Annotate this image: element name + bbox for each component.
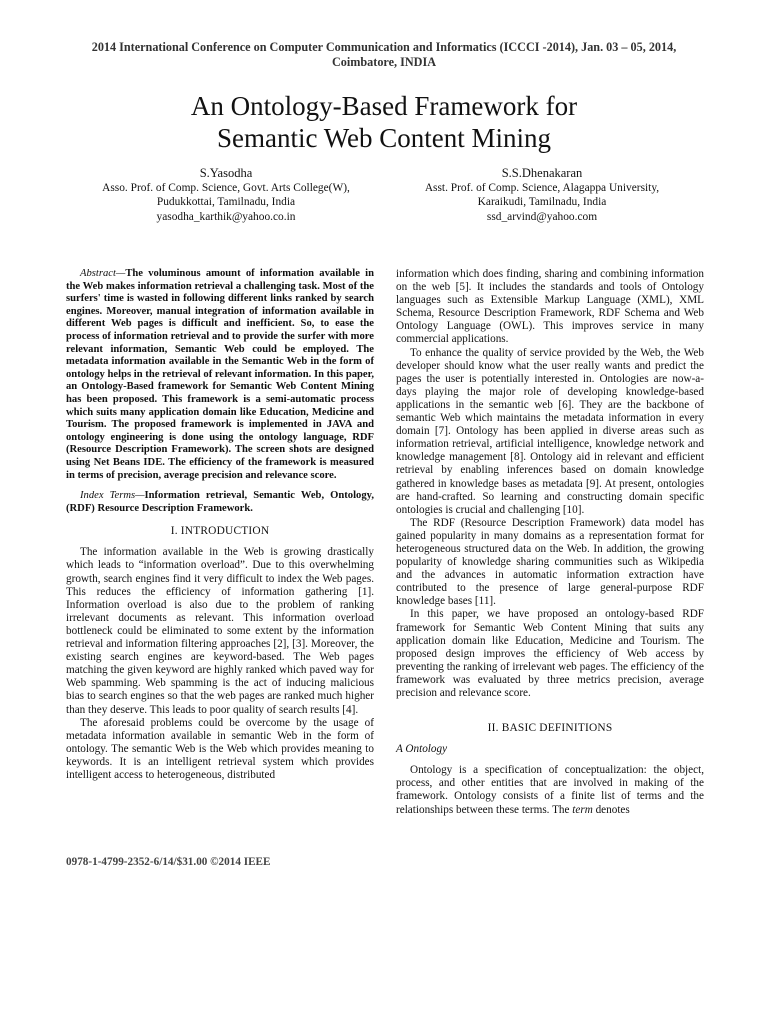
index-terms	[66, 490, 374, 515]
ontology-text-a: Ontology is a specification of conceptualization: the object, process, and other entities that are involved in making of the framework. Ontology consists of a finite list of terms and the relationships between these terms. The	[396, 764, 704, 816]
intro-paragraph-1: The information available in the Web is growing drastically which leads to “information overload”. Due to this overwhelming growth, search engines find it very difficult to index the Web pages. This reduces the efficiency of information gathering [1]. Information overload is also due to the problem of ranking irrelevant documents as relevant. This information overload bottleneck could be eliminated to some extent by the information retrieval and information filtering approaches [2], [3]. Moreover, the existing search engines are keyword-based. The Web pages matching the given keyword are highly ranked which paved way for Web spamming. Web spamming is the act of inducing malicious bias to search engines so that the web pages are ranked much higher than they deserve. This leads to poor quality of search results [4].	[66, 546, 374, 716]
intro-paragraph-5: In this paper, we have proposed an ontology-based RDF framework for Semantic Web Content Mining that suits any application domain like Education, Medicine and Tourism. The proposed design improves the efficiency of Web access by preventing the ranking of irrelevant web pages. The efficiency of the framework was evaluated by three metrics precision, average precision and relevance score.	[396, 608, 704, 699]
author-email: ssd_arvind@yahoo.com	[486, 210, 598, 223]
author-name: S.S.Dhenakaran	[501, 166, 583, 180]
right-column	[396, 268, 704, 817]
intro-paragraph-2-continued: information which does finding, sharing and combining information on the web [5]. It includes the standards and tools of Ontology languages such as Extensible Markup Language (XML), XML Schema, Resource Description Framework, RDF Schema and Web Ontology Language (OWL). This improves service in many commercial applications.	[396, 268, 704, 346]
author-location: Pudukkottai, Tamilnadu, India	[156, 196, 296, 209]
ontology-text-b: denotes	[592, 803, 630, 816]
conference-header	[0, 40, 768, 70]
index-terms-text: Information retrieval, Semantic Web, Ontology, (RDF) Resource Description Framework.	[66, 490, 374, 514]
left-column	[66, 268, 374, 782]
author-block-1	[76, 166, 376, 224]
conference-line-2: Coimbatore, INDIA	[331, 55, 437, 69]
author-email: yasodha_karthik@yahoo.co.in	[156, 210, 296, 223]
intro-paragraph-2: The aforesaid problems could be overcome by the usage of metadata information available in semantic Web in the form of ontology. The semantic Web is the Web which provides meaning to keywords. It is an intelligent retrieval system which provides intelligent access to heterogeneous, distributed	[66, 716, 374, 781]
author-name: S.Yasodha	[199, 166, 253, 180]
index-terms-label: Index Terms—	[80, 490, 145, 502]
ontology-term-italic: term	[572, 803, 593, 816]
ontology-paragraph-1	[396, 764, 704, 816]
title-line-2: Semantic Web Content Mining	[216, 123, 552, 153]
copyright-footer: 0978-1-4799-2352-6/14/$31.00 ©2014 IEEE	[66, 856, 271, 868]
author-affiliation: Asso. Prof. of Comp. Science, Govt. Arts College(W),	[102, 182, 350, 195]
title-line-1: An Ontology-Based Framework for	[190, 91, 578, 121]
author-location: Karaikudi, Tamilnadu, India	[477, 196, 607, 209]
abstract	[66, 268, 374, 482]
paper-title	[0, 90, 768, 154]
intro-paragraph-3: To enhance the quality of service provided by the Web, the Web developer should know what the user really wants and predict the pages the user is potentially interested in. Ontologies are now-a-days playing the major role of developing knowledge-based applications in the semantic web [6]. They are the backbone of semantic Web which maintains the metadata information in every domain [7]. Ontology has been applied in diverse areas such as information retrieval, artificial intelligence, knowledge network and knowledge management [8]. Ontology aid in relevant and efficient retrieval by enabling inferences based on domain knowledge gathered in knowledge bases as metadata [9]. At present, ontologies are hand-crafted. So learning and constructing domain specific ontologies is crucial and challenging [10].	[396, 346, 704, 516]
abstract-label: Abstract—	[80, 268, 126, 279]
author-block-2	[392, 166, 692, 224]
intro-paragraph-4: The RDF (Resource Description Framework) data model has gained popularity in many domains as a representation format for heterogeneous structured data on the Web. In addition, the growing popularity of knowledge sharing communities such as Wikipedia and the advances in automatic information extraction have contributed to the presence of large general-purpose RDF knowledge bases [11].	[396, 516, 704, 608]
conference-line-1: 2014 International Conference on Computer Communication and Informatics (ICCCI -2014), Jan. 03 – 05, 2014,	[91, 40, 677, 54]
section-heading-introduction: I. INTRODUCTION	[170, 525, 270, 538]
subsection-heading-ontology: A Ontology	[396, 743, 448, 756]
author-affiliation: Asst. Prof. of Comp. Science, Alagappa University,	[424, 182, 660, 195]
section-heading-basic-definitions: II. BASIC DEFINITIONS	[487, 722, 613, 735]
abstract-text: The voluminous amount of information available in the Web makes information retrieval a challenging task. Most of the surfers' time is wasted in following different links ranked by search engines. Moreover, manual integration of information available in different Web pages is difficult and inefficient. So, to ease the process of information retrieval and to provide the surfer with more relevant information, Semantic Web could be employed. The metadata information available in the Semantic Web in the form of ontology helps in the retrieval of relevant information. In this paper, an Ontology-Based framework for Semantic Web Content Mining has been proposed. This framework is a semi-automatic process which suits many application domain like Education, Medicine and Tourism. The proposed framework is implemented in JAVA and ontology engineering is done using the ontology language, RDF (Resource Description Framework). The screen shots are designed using Net Beans IDE. The efficiency of the framework is measured in terms of precision, average precision and relevance score.	[66, 268, 374, 481]
